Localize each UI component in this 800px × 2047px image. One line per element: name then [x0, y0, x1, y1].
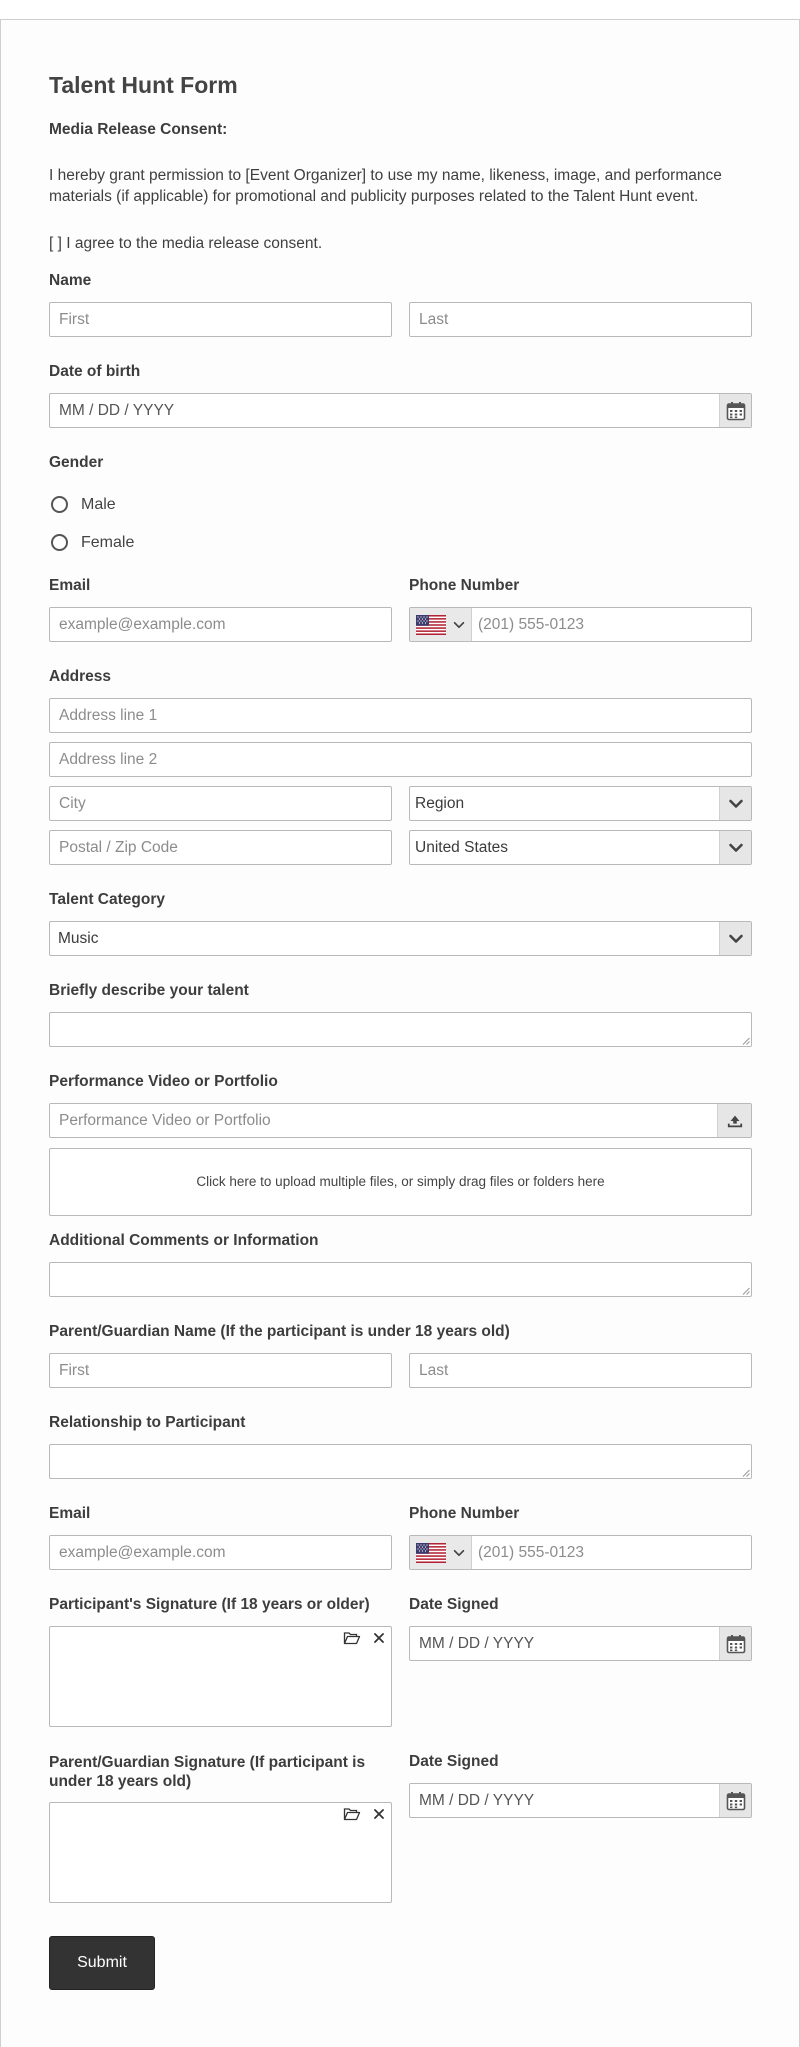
date-signed-2-label: Date Signed	[409, 1753, 499, 1770]
consent-text: I hereby grant permission to [Event Organizer] to use my name, likeness, image, and performance materials (if applicable) for promotional and publicity purposes related to the Talent Hunt event.	[49, 167, 722, 205]
guardian-first-name-input[interactable]: First	[49, 1353, 392, 1388]
date-signed-1-input[interactable]	[409, 1626, 752, 1661]
form-title: Talent Hunt Form	[49, 72, 238, 98]
date-signed-1-label: Date Signed	[409, 1596, 499, 1613]
relationship-textarea[interactable]	[49, 1444, 752, 1479]
guardian-email-label: Email	[49, 1505, 91, 1522]
close-icon[interactable]	[373, 1808, 385, 1820]
dob-calendar-button[interactable]	[719, 394, 751, 427]
dob-label: Date of birth	[49, 363, 141, 380]
consent-heading: Media Release Consent:	[49, 121, 228, 138]
form-container	[0, 19, 800, 2047]
upload-icon	[727, 1113, 743, 1129]
talent-category-dropdown-button[interactable]	[719, 922, 751, 955]
chevron-down-icon	[452, 618, 466, 632]
region-value: Region	[415, 795, 465, 812]
date-signed-2-placeholder: MM / DD / YYYY	[419, 1792, 535, 1809]
phone-input[interactable]	[409, 607, 752, 642]
submit-button[interactable]: Submit	[49, 1936, 155, 1990]
gender-female-label[interactable]: Female	[81, 534, 135, 551]
resize-grip-icon[interactable]	[742, 1037, 750, 1045]
region-dropdown-button[interactable]	[719, 787, 751, 820]
date-signed-2-calendar-button[interactable]	[719, 1784, 751, 1817]
email-label: Email	[49, 577, 91, 594]
chevron-down-icon	[728, 931, 744, 947]
country-select[interactable]	[409, 830, 752, 865]
postal-code-input[interactable]: Postal / Zip Code	[49, 830, 392, 865]
gender-male-label[interactable]: Male	[81, 496, 116, 513]
talent-category-select[interactable]	[49, 921, 752, 956]
gender-label: Gender	[49, 454, 104, 471]
chevron-down-icon	[728, 796, 744, 812]
guardian-name-label: Parent/Guardian Name (If the participant is under 18 years old)	[49, 1323, 510, 1340]
city-input[interactable]: City	[49, 786, 392, 821]
talent-category-value: Music	[58, 930, 99, 947]
us-flag-icon	[416, 615, 446, 635]
email-input[interactable]: example@example.com	[49, 607, 392, 642]
guardian-last-name-input[interactable]: Last	[409, 1353, 752, 1388]
talent-category-label: Talent Category	[49, 891, 165, 908]
chevron-down-icon	[452, 1546, 466, 1560]
describe-talent-textarea[interactable]	[49, 1012, 752, 1047]
first-name-input[interactable]: First	[49, 302, 392, 337]
open-folder-icon[interactable]	[343, 1631, 361, 1645]
date-signed-2-input[interactable]	[409, 1783, 752, 1818]
comments-textarea[interactable]	[49, 1262, 752, 1297]
dob-input[interactable]	[49, 393, 752, 428]
country-value: United States	[415, 839, 509, 856]
video-label: Performance Video or Portfolio	[49, 1073, 278, 1090]
phone-label: Phone Number	[409, 577, 520, 594]
gender-female-radio[interactable]	[51, 534, 68, 551]
open-folder-icon[interactable]	[343, 1807, 361, 1821]
last-name-input[interactable]: Last	[409, 302, 752, 337]
resize-grip-icon[interactable]	[742, 1287, 750, 1295]
us-flag-icon	[416, 1543, 446, 1563]
describe-talent-label: Briefly describe your talent	[49, 982, 249, 999]
file-dropzone[interactable]: Click here to upload multiple files, or simply drag files or folders here	[49, 1148, 752, 1216]
close-icon[interactable]	[373, 1632, 385, 1644]
address-line1-input[interactable]: Address line 1	[49, 698, 752, 733]
calendar-icon	[726, 1634, 746, 1654]
participant-signature-pad[interactable]	[49, 1626, 392, 1727]
relationship-label: Relationship to Participant	[49, 1414, 246, 1431]
gender-male-radio[interactable]	[51, 496, 68, 513]
chevron-down-icon	[728, 840, 744, 856]
consent-agree-text: [ ] I agree to the media release consent.	[49, 235, 323, 252]
video-input[interactable]	[49, 1103, 752, 1138]
resize-grip-icon[interactable]	[742, 1469, 750, 1477]
guardian-email-input[interactable]: example@example.com	[49, 1535, 392, 1570]
participant-signature-label: Participant's Signature (If 18 years or older)	[49, 1596, 370, 1613]
video-placeholder: Performance Video or Portfolio	[59, 1112, 271, 1129]
phone-placeholder: (201) 555-0123	[478, 616, 584, 633]
country-code-selector[interactable]	[410, 1536, 472, 1569]
address-label: Address	[49, 668, 112, 685]
guardian-phone-label: Phone Number	[409, 1505, 520, 1522]
dob-placeholder: MM / DD / YYYY	[59, 402, 175, 419]
name-label: Name	[49, 272, 92, 289]
guardian-phone-placeholder: (201) 555-0123	[478, 1544, 584, 1561]
calendar-icon	[726, 401, 746, 421]
date-signed-1-placeholder: MM / DD / YYYY	[419, 1635, 535, 1652]
upload-button[interactable]	[717, 1104, 751, 1137]
date-signed-1-calendar-button[interactable]	[719, 1627, 751, 1660]
guardian-phone-input[interactable]	[409, 1535, 752, 1570]
country-code-selector[interactable]	[410, 608, 472, 641]
guardian-signature-label: Parent/Guardian Signature (If participant is under 18 years old)	[49, 1754, 366, 1790]
calendar-icon	[726, 1791, 746, 1811]
guardian-signature-pad[interactable]	[49, 1802, 392, 1903]
region-select[interactable]	[409, 786, 752, 821]
address-line2-input[interactable]: Address line 2	[49, 742, 752, 777]
comments-label: Additional Comments or Information	[49, 1232, 319, 1249]
country-dropdown-button[interactable]	[719, 831, 751, 864]
